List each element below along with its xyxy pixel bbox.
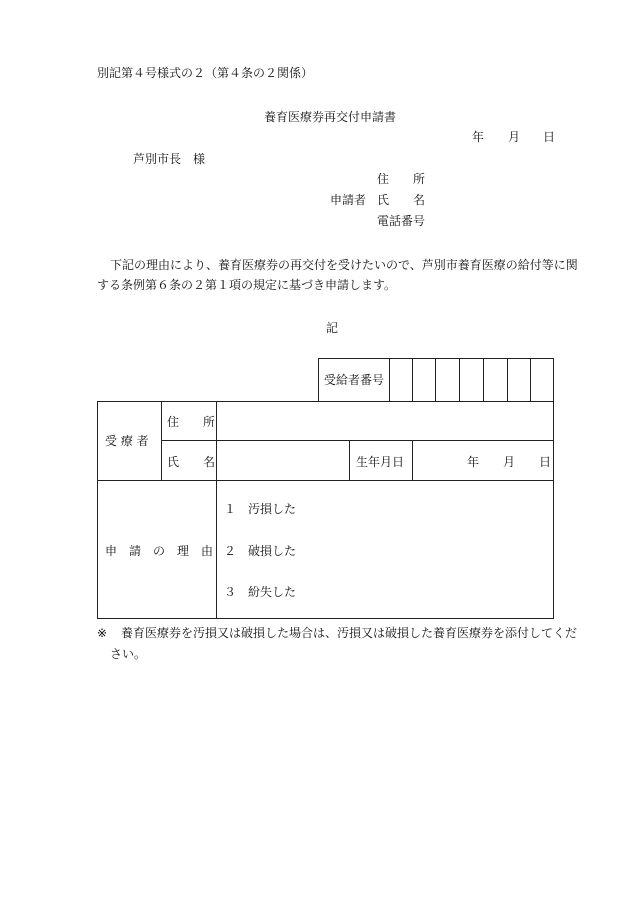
body-line-2: する条例第６条の２第１項の規定に基づき申請します。 (97, 278, 397, 292)
applicant-name-label: 氏 名 (377, 193, 426, 207)
applicant-address-label: 住 所 (377, 172, 426, 186)
date-year-label: 年 (472, 130, 485, 144)
applicant-phone-label: 電話番号 (377, 214, 426, 228)
birthdate-month: 月 (503, 455, 516, 469)
reason-option-damaged[interactable]: ２ 破損した (224, 544, 297, 558)
date-day-label: 日 (543, 130, 556, 144)
reason-option-lost[interactable]: ３ 紛失した (224, 585, 297, 599)
date-month-label: 月 (508, 130, 521, 144)
body-line-1: 下記の理由により、養育医療券の再交付を受けたいので、芦別市養育医療の給付等に関 (110, 258, 578, 272)
addressee: 芦別市長 様 (133, 152, 206, 166)
form-label: 別記第４号様式の２（第４条の２関係） (97, 66, 314, 80)
birthdate-day: 日 (539, 455, 552, 469)
ki-heading: 記 (326, 321, 339, 335)
birthdate-label: 生年月日 (356, 455, 405, 469)
reason-option-soiled[interactable]: １ 汚損した (224, 502, 297, 516)
applicant-label: 申請者 (330, 193, 367, 207)
recipient-name-field[interactable] (217, 441, 349, 480)
page-title: 養育医療券再交付申請書 (264, 110, 397, 124)
note-line-2: さい。 (110, 647, 147, 661)
recipient-address-field[interactable] (217, 402, 553, 440)
note-mark: ※ (97, 626, 108, 640)
birthdate-year: 年 (467, 455, 480, 469)
reason-label: 申 請 の 理 由 (105, 544, 214, 558)
recipient-name-label: 氏 名 (167, 455, 216, 469)
recipient-address-label: 住 所 (167, 415, 216, 429)
note-line-1: 養育医療券を汚損又は破損した場合は、汚損又は破損した養育医療券を添付してくだ (121, 626, 578, 640)
recipient-number-label: 受給者番号 (324, 373, 385, 387)
recipient-label: 受 療 者 (105, 434, 149, 448)
